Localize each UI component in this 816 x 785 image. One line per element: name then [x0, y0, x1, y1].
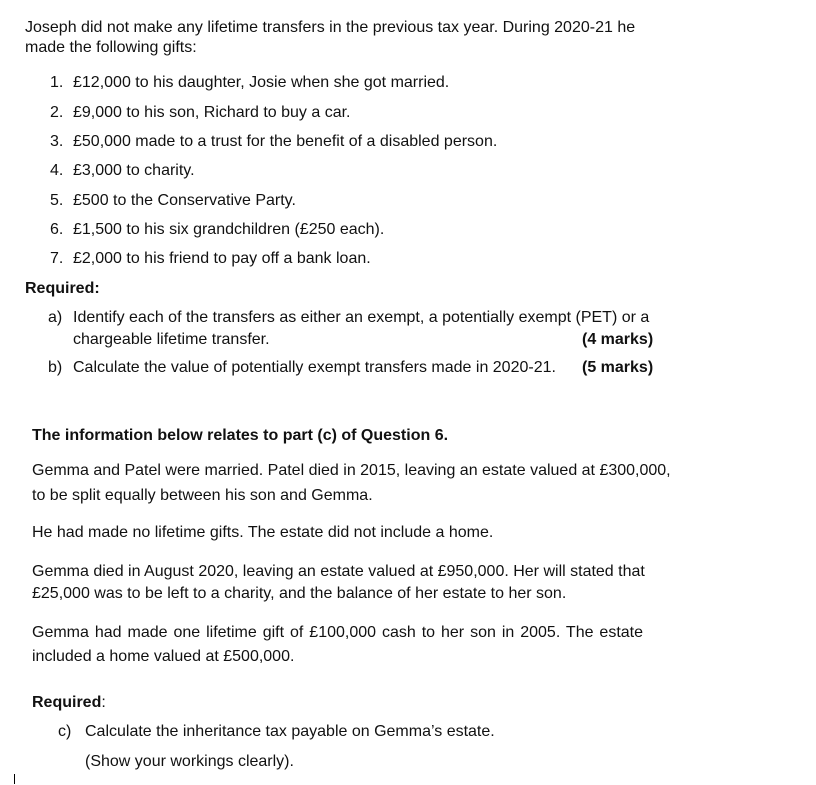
gift-text: £50,000 made to a trust for the benefit of a disabled person. [73, 133, 498, 150]
required-heading-2 [32, 694, 106, 712]
question-a-line-1: Identify each of the transfers as either an exempt, a potentially exempt (PET) or a [73, 309, 650, 326]
text-cursor [14, 774, 15, 784]
paragraph-3-line-1: Gemma died in August 2020, leaving an estate valued at £950,000. Her will stated that [32, 563, 645, 580]
required-colon: : [101, 694, 106, 711]
question-c-note: (Show your workings clearly). [85, 753, 294, 770]
gift-text: £12,000 to his daughter, Josie when she got married. [73, 74, 450, 91]
gift-text: £9,000 to his son, Richard to buy a car. [73, 104, 351, 121]
gift-text: £2,000 to his friend to pay off a bank loan. [73, 250, 371, 267]
question-a-label: a) [48, 309, 63, 326]
question-c-text: Calculate the inheritance tax payable on Gemma’s estate. [85, 723, 495, 740]
gift-num: 4. [50, 162, 64, 179]
paragraph-4-line-1: Gemma had made one lifetime gift of £100,000 cash to her son in 2005. The estate [32, 624, 644, 641]
question-b-marks: (5 marks) [582, 359, 654, 376]
gift-text: £3,000 to charity. [73, 162, 195, 179]
gift-num: 3. [50, 133, 64, 150]
gift-num: 6. [50, 221, 64, 238]
gift-text: £500 to the Conservative Party. [73, 192, 296, 209]
question-b-label: b) [48, 359, 63, 376]
intro-line-1: Joseph did not make any lifetime transfers in the previous tax year. During 2020-21 he [25, 19, 636, 36]
paragraph-4-line-2: included a home valued at £500,000. [32, 648, 295, 665]
part-c-heading: The information below relates to part (c) of Question 6. [32, 427, 449, 444]
question-a-marks: (4 marks) [582, 331, 654, 348]
required-label: Required [32, 694, 102, 711]
intro-line-2: made the following gifts: [25, 39, 197, 56]
question-c-label: c) [58, 723, 72, 740]
question-b-text: Calculate the value of potentially exempt transfers made in 2020-21. [73, 359, 556, 376]
gift-text: £1,500 to his six grandchildren (£250 each). [73, 221, 385, 238]
paragraph-1-line-1: Gemma and Patel were married. Patel died in 2015, leaving an estate valued at £300,000, [32, 462, 671, 479]
gift-num: 5. [50, 192, 64, 209]
paragraph-3-line-2: £25,000 was to be left to a charity, and the balance of her estate to her son. [32, 585, 567, 602]
question-a-line-2: chargeable lifetime transfer. [73, 331, 270, 348]
gift-num: 1. [50, 74, 64, 91]
required-heading-1: Required: [25, 280, 100, 297]
paragraph-2: He had made no lifetime gifts. The estate did not include a home. [32, 524, 494, 541]
gift-num: 2. [50, 104, 64, 121]
paragraph-1-line-2: to be split equally between his son and Gemma. [32, 487, 373, 504]
gift-num: 7. [50, 250, 64, 267]
